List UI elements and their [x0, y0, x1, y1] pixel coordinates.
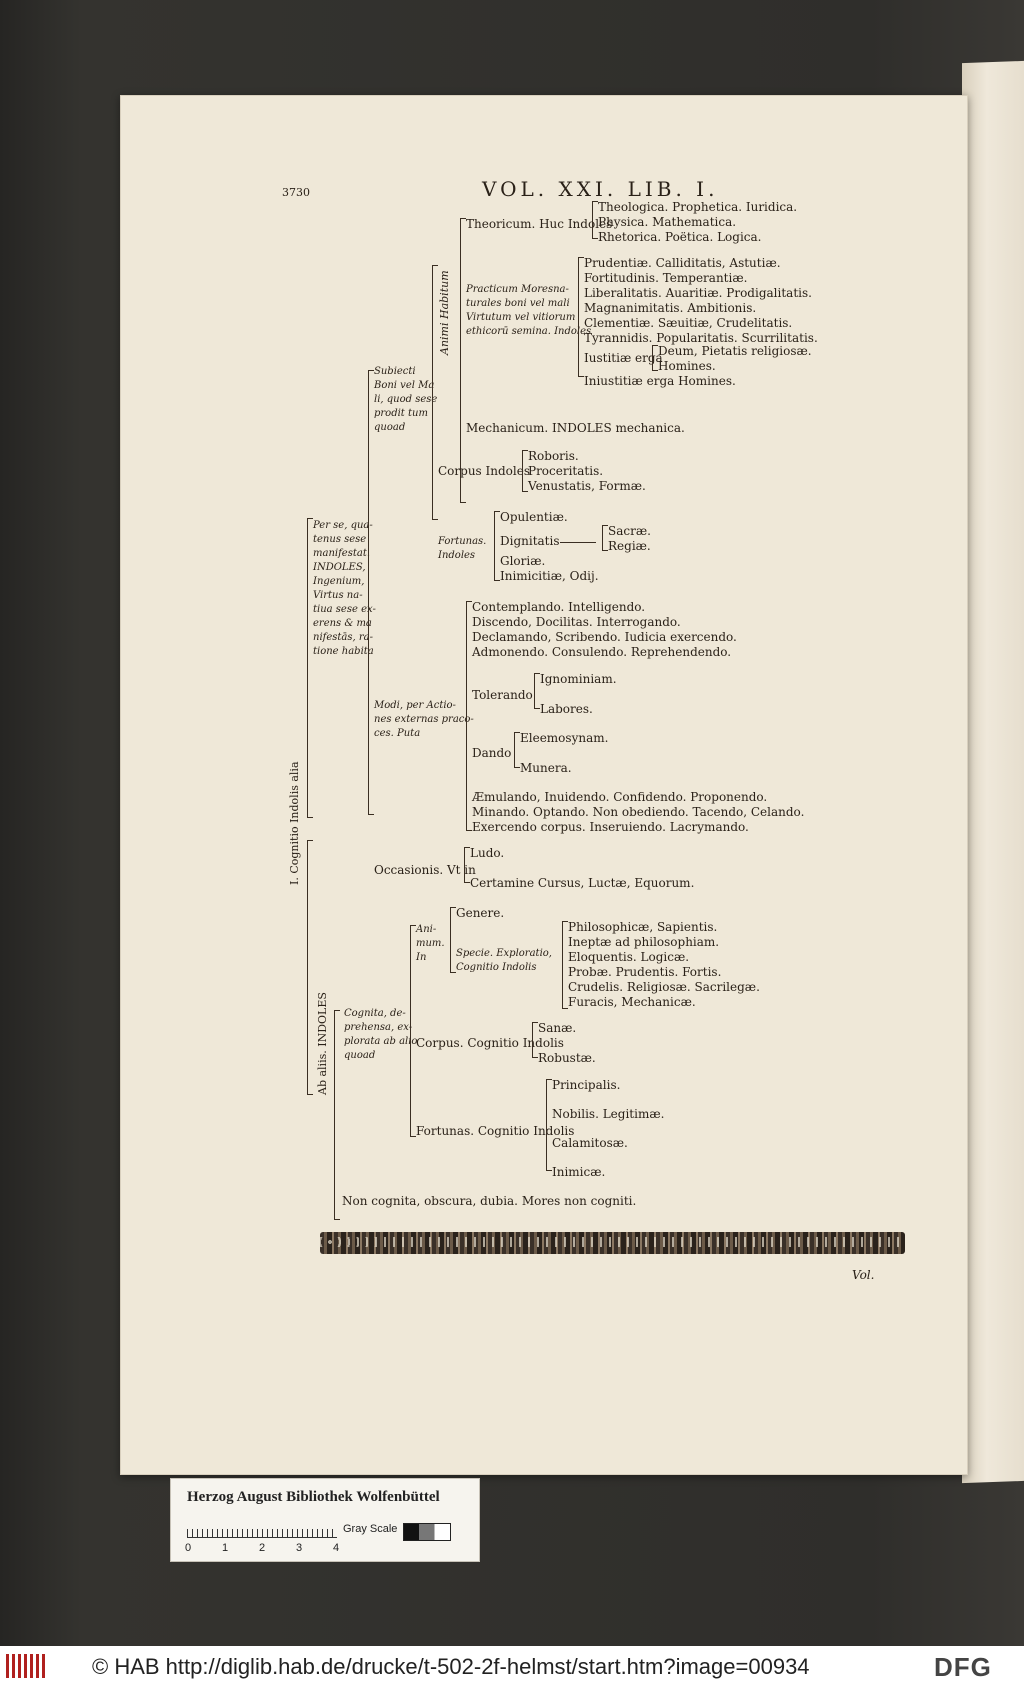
- page-number: 3730: [282, 186, 310, 199]
- theoricum-item: Physica. Mathematica.: [598, 215, 737, 229]
- tolerando-brace: [534, 673, 535, 709]
- iniustitiae-line: Iniustitiæ erga Homines.: [584, 374, 736, 388]
- iustitiae-label: Iustitiæ erga: [584, 351, 663, 365]
- ruler-number: 4: [333, 1542, 340, 1554]
- ruler-number: 2: [259, 1542, 266, 1554]
- occasionis-label: Occasionis. Vt in: [374, 863, 476, 877]
- cognita-fortunas-brace: [546, 1079, 547, 1171]
- library-name: Herzog August Bibliothek Wolfenbüttel: [187, 1489, 440, 1505]
- cognita-fortunas-label: Fortunas. Cognitio Indolis: [416, 1124, 575, 1138]
- cognita-brace: [410, 925, 411, 1137]
- ab-aliis-brace: [334, 1010, 335, 1220]
- dignitatis-connector: [560, 542, 596, 543]
- modi-line: Declamando, Scribendo. Iudicia exercendo.: [472, 630, 737, 644]
- habitum-brace: [460, 218, 461, 503]
- running-title: VOL. XXI. LIB. I.: [482, 177, 719, 201]
- mechanicum-line: Mechanicum. INDOLES mechanica.: [466, 421, 685, 435]
- ornamental-border: [320, 1232, 905, 1254]
- scale-ruler: [187, 1521, 337, 1538]
- modi-tail-line: Æmulando, Inuidendo. Confidendo. Proponendo.: [472, 790, 768, 804]
- animi-habitum-label: Animi Habitum: [438, 270, 451, 355]
- cognita-label: Cognita, de- prehensa, ex- plorata ab alio quoad: [344, 1008, 418, 1061]
- practicum-item: Magnanimitatis. Ambitionis.: [584, 301, 757, 315]
- modi-line: Admonendo. Consulendo. Reprehendendo.: [472, 645, 732, 659]
- animum-brace: [450, 907, 451, 973]
- cognita-fortunas-item: Principalis.: [552, 1078, 621, 1092]
- theoricum-item: Rhetorica. Poëtica. Logica.: [598, 230, 762, 244]
- specie-item: Furacis, Mechanicæ.: [568, 995, 696, 1009]
- practicum-brace: [578, 257, 579, 377]
- practicum-item: Clementiæ. Sæuitiæ, Crudelitatis.: [584, 316, 793, 330]
- cognita-corpus-item: Sanæ.: [538, 1021, 577, 1035]
- genere-label: Genere.: [456, 906, 505, 920]
- dignitatis-brace: [602, 525, 603, 551]
- cognita-fortunas-item: Inimicæ.: [552, 1165, 606, 1179]
- specie-item: Ineptæ ad philosophiam.: [568, 935, 720, 949]
- gray-scale-label: Gray Scale: [343, 1523, 398, 1535]
- root-brace: [307, 518, 308, 818]
- practicum-item: Tyrannidis. Popularitatis. Scurrilitatis.: [584, 331, 818, 345]
- ruler-number: 3: [296, 1542, 303, 1554]
- specie-brace: [562, 921, 563, 1009]
- fortunas-brace: [494, 511, 495, 581]
- dignitatis-item: Sacræ.: [608, 524, 651, 538]
- catchword: Vol.: [852, 1268, 875, 1282]
- practicum-item: Liberalitatis. Auaritiæ. Prodigalitatis.: [584, 286, 812, 300]
- ruler-number: 0: [185, 1542, 192, 1554]
- dando-label: Dando: [472, 746, 512, 760]
- cognita-fortunas-item: Calamitosæ.: [552, 1136, 628, 1150]
- subiecti-label: Subiecti Boni vel Ma li, quod sese prodit tum quoad: [374, 366, 438, 433]
- specie-item: Probæ. Prudentis. Fortis.: [568, 965, 722, 979]
- dignitatis-item: Regiæ.: [608, 539, 651, 553]
- occasionis-item: Certamine Cursus, Luctæ, Equorum.: [470, 876, 695, 890]
- fortunas-item: Inimicitiæ, Odij.: [500, 569, 599, 583]
- occasionis-item: Ludo.: [470, 846, 505, 860]
- modi-brace: [466, 601, 467, 831]
- hab-logo-icon: [6, 1654, 46, 1678]
- cognita-corpus-item: Robustæ.: [538, 1051, 596, 1065]
- non-cognita-line: Non cognita, obscura, dubia. Mores non cogniti.: [342, 1194, 637, 1208]
- modi-line: Discendo, Docilitas. Interrogando.: [472, 615, 681, 629]
- modi-label: Modi, per Actio- nes externas praco- ces. Puta: [374, 700, 474, 739]
- root-brace-lower: [307, 840, 308, 1095]
- facing-page-edge: [962, 61, 1024, 1483]
- fortunas-item: Opulentiæ.: [500, 510, 568, 524]
- dando-item: Eleemosynam.: [520, 731, 609, 745]
- cognita-corpus-label: Corpus. Cognitio Indolis: [416, 1036, 564, 1050]
- animi-brace: [432, 265, 433, 520]
- corpus-item: Roboris.: [528, 449, 579, 463]
- theoricum-brace: [592, 201, 593, 239]
- tolerando-item: Labores.: [540, 702, 593, 716]
- subiecti-brace: [368, 370, 369, 815]
- corpus-label: Corpus Indoles: [438, 464, 530, 478]
- animum-label: Ani- mum. In: [416, 924, 445, 963]
- iustitiae-item: Homines.: [658, 359, 716, 373]
- occasionis-brace: [464, 847, 465, 883]
- practicum-label: Practicum Moresna- turales boni vel mali Virtutum vel vitiorum ethicorū semina. Indoles: [466, 284, 592, 337]
- corpus-item: Proceritatis.: [528, 464, 604, 478]
- footer-bar: [0, 1646, 1024, 1686]
- book-page: [120, 95, 968, 1475]
- gray-scale-swatch: [403, 1523, 451, 1541]
- modi-line: Contemplando. Intelligendo.: [472, 600, 646, 614]
- theoricum-label: Theoricum. Huc Indoles: [466, 217, 613, 231]
- root-label: I. Cognitio Indolis alia: [288, 761, 301, 885]
- specie-item: Crudelis. Religiosæ. Sacrilegæ.: [568, 980, 760, 994]
- modi-tail-line: Minando. Optando. Non obediendo. Tacendo, Celando.: [472, 805, 805, 819]
- theoricum-item: Theologica. Prophetica. Iuridica.: [598, 200, 798, 214]
- ab-aliis-label: Ab aliis. INDOLES: [316, 992, 329, 1095]
- corpus-brace: [522, 450, 523, 492]
- dfg-logo: DFG: [934, 1652, 992, 1682]
- cognita-fortunas-item: Nobilis. Legitimæ.: [552, 1107, 665, 1121]
- per-se-label: Per se, qua- tenus sese manifestat. INDOLES, Ingenium, Virtus na- tiua sese ex- erens & ma nifestās, ra- tione habita: [313, 520, 376, 657]
- fortunas-item: Dignitatis: [500, 534, 560, 548]
- practicum-item: Prudentiæ. Calliditatis, Astutiæ.: [584, 256, 781, 270]
- fortunas-label: Fortunas. Indoles: [438, 536, 487, 561]
- modi-tail-line: Exercendo corpus. Inseruiendo. Lacrymando.: [472, 820, 749, 834]
- specie-label: Specie. Exploratio, Cognitio Indolis: [456, 948, 552, 973]
- tolerando-item: Ignominiam.: [540, 672, 617, 686]
- iustitiae-brace: [652, 345, 653, 371]
- specie-item: Philosophicæ, Sapientis.: [568, 920, 718, 934]
- dando-item: Munera.: [520, 761, 572, 775]
- cognita-corpus-brace: [532, 1022, 533, 1058]
- tolerando-label: Tolerando: [472, 688, 533, 702]
- library-color-card: [170, 1478, 480, 1562]
- ruler-number: 1: [222, 1542, 229, 1554]
- dando-brace: [514, 732, 515, 768]
- practicum-item: Fortitudinis. Temperantiæ.: [584, 271, 748, 285]
- specie-item: Eloquentis. Logicæ.: [568, 950, 690, 964]
- corpus-item: Venustatis, Formæ.: [528, 479, 646, 493]
- iustitiae-item: Deum, Pietatis religiosæ.: [658, 344, 812, 358]
- fortunas-item: Gloriæ.: [500, 554, 546, 568]
- footer-source-link[interactable]: © HAB http://diglib.hab.de/drucke/t-502-2f-helmst/start.htm?image=00934: [92, 1654, 810, 1679]
